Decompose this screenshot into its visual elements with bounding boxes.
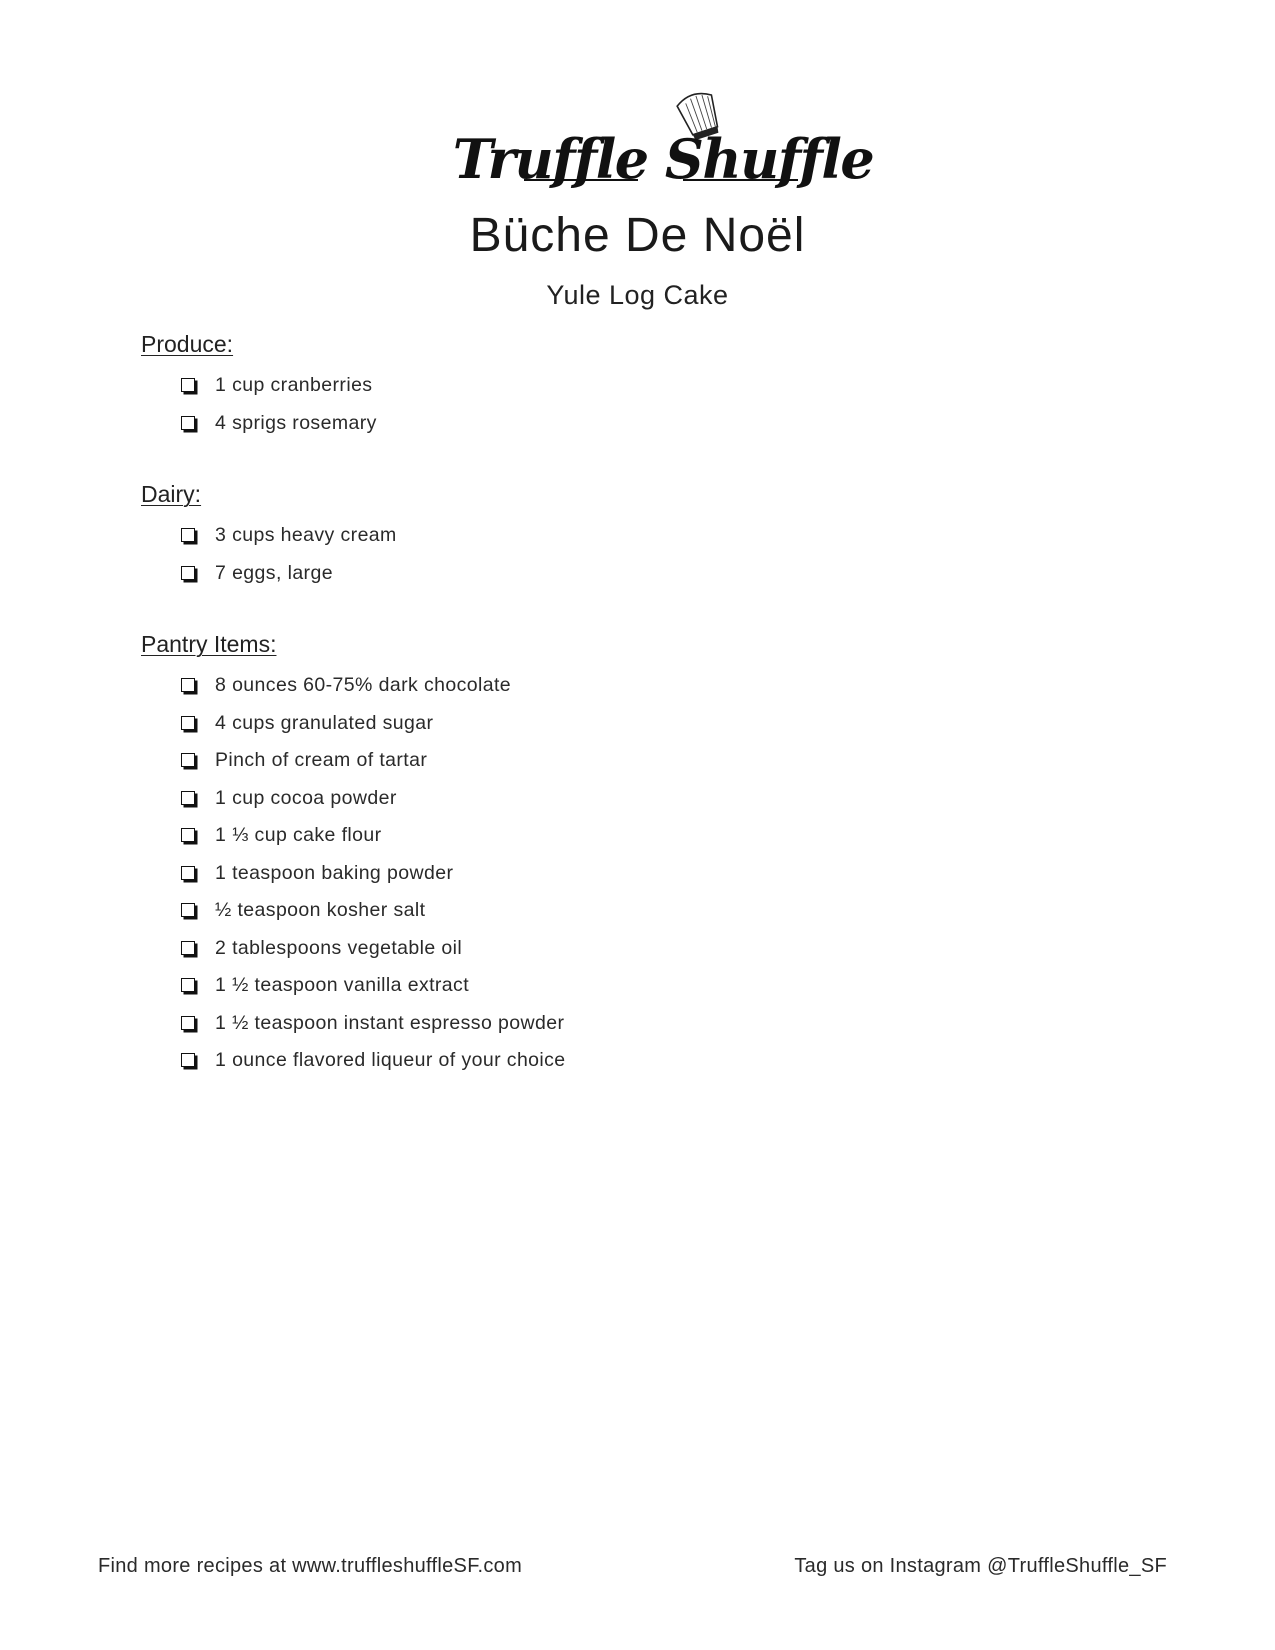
checkbox-icon[interactable]	[181, 753, 195, 767]
ingredient-item	[141, 892, 566, 930]
recipe-subtitle: Yule Log Cake	[546, 280, 729, 310]
ingredient-label: 1 ⅓ cup cake flour	[215, 824, 382, 846]
checkbox-icon[interactable]	[181, 941, 195, 955]
ingredient-list	[141, 667, 566, 1080]
ingredient-item	[141, 555, 397, 593]
checkbox-icon[interactable]	[181, 566, 195, 580]
ingredient-label: 1 cup cranberries	[215, 374, 373, 396]
ingredient-label: 3 cups heavy cream	[215, 524, 397, 546]
checkbox-icon[interactable]	[181, 978, 195, 992]
ingredient-item	[141, 930, 566, 968]
ingredient-label: 1 ounce flavored liqueur of your choice	[215, 1049, 566, 1071]
checkbox-icon[interactable]	[181, 716, 195, 730]
ingredient-label: 1 teaspoon baking powder	[215, 861, 454, 884]
section-dairy	[141, 479, 397, 592]
ingredient-item	[141, 517, 397, 555]
ingredient-item	[141, 667, 566, 705]
ingredient-label: 4 cups granulated sugar	[215, 711, 434, 734]
section-heading: Produce:	[141, 331, 234, 357]
ingredient-label: 1 cup cocoa powder	[215, 786, 397, 809]
ingredient-item	[141, 780, 566, 818]
ingredient-item	[141, 367, 377, 405]
ingredient-list	[141, 367, 377, 442]
brand-logo	[452, 92, 874, 202]
checkbox-icon[interactable]	[181, 1053, 195, 1067]
checkbox-icon[interactable]	[181, 378, 195, 392]
checkbox-icon[interactable]	[181, 1016, 195, 1030]
ingredient-label: 4 sprigs rosemary	[215, 411, 377, 434]
ingredient-item	[141, 967, 566, 1005]
section-pantry	[141, 629, 566, 1080]
checkbox-icon[interactable]	[181, 903, 195, 917]
footer-instagram[interactable]: Tag us on Instagram @TruffleShuffle_SF	[794, 1555, 1167, 1577]
ingredient-item	[141, 742, 566, 780]
ingredient-item	[141, 705, 566, 743]
section-heading: Pantry Items:	[141, 631, 277, 657]
ingredient-item	[141, 817, 566, 855]
footer-website[interactable]: Find more recipes at www.truffleshuffleSF.com	[98, 1555, 523, 1577]
section-heading: Dairy:	[141, 481, 202, 507]
ingredient-label: 8 ounces 60-75% dark chocolate	[215, 674, 512, 696]
checkbox-icon[interactable]	[181, 678, 195, 692]
recipe-title: Büche De Noël	[469, 209, 806, 262]
truffle-shuffle-logo	[452, 92, 874, 202]
ingredient-item	[141, 1042, 566, 1080]
ingredient-list	[141, 517, 397, 592]
ingredient-label: 1 ½ teaspoon instant espresso powder	[215, 1011, 565, 1034]
section-produce	[141, 329, 377, 442]
ingredient-label: ½ teaspoon kosher salt	[215, 899, 426, 921]
ingredient-label: Pinch of cream of tartar	[215, 749, 428, 771]
checkbox-icon[interactable]	[181, 416, 195, 430]
checkbox-icon[interactable]	[181, 791, 195, 805]
ingredient-label: 7 eggs, large	[215, 561, 333, 584]
ingredient-item	[141, 405, 377, 443]
ingredient-label: 1 ½ teaspoon vanilla extract	[215, 974, 470, 996]
ingredient-label: 2 tablespoons vegetable oil	[215, 936, 463, 959]
ingredient-item	[141, 855, 566, 893]
checkbox-icon[interactable]	[181, 866, 195, 880]
ingredient-item	[141, 1005, 566, 1043]
svg-text:Truffle Shuffle: Truffle Shuffle	[452, 127, 874, 191]
checkbox-icon[interactable]	[181, 828, 195, 842]
checkbox-icon[interactable]	[181, 528, 195, 542]
